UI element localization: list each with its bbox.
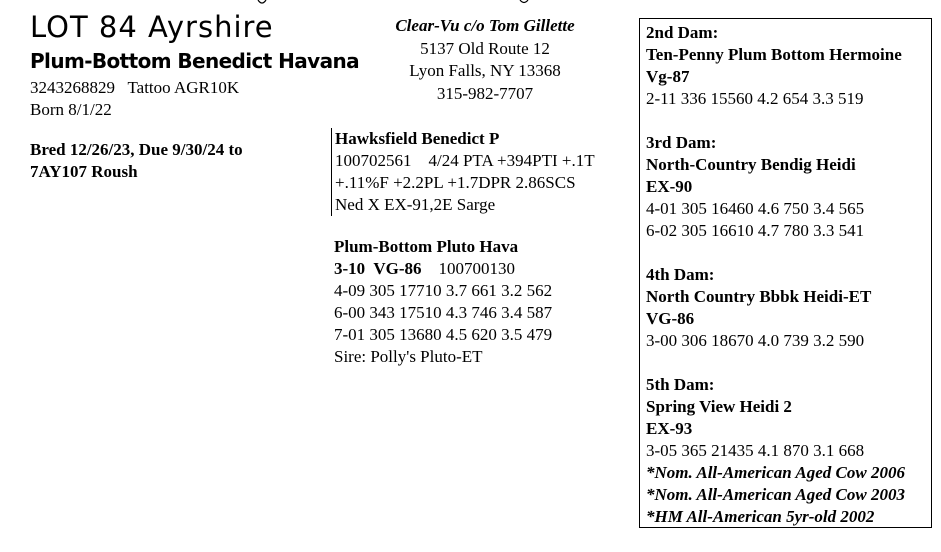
dam2-label: 2nd Dam: [646,23,719,42]
dam4-class: VG-86 [646,309,695,328]
consignor-address-1: 5137 Old Route 12 [420,38,550,58]
dam5-honor: *Nom. All-American Aged Cow 2003 [646,485,905,504]
sire-line-3: Ned X EX-91,2E Sarge [335,195,496,214]
dam-sire: Sire: Polly's Pluto-ET [334,347,483,366]
dam-record: 7-01 305 13680 4.5 620 3.5 479 [334,325,553,344]
dam3-name: North-Country Bendig Heidi [646,155,856,174]
dam2-record: 2-11 336 15560 4.2 654 3.3 519 [646,89,864,108]
dam5-class: EX-93 [646,419,693,438]
dam4-label: 4th Dam: [646,265,715,284]
cropped-text-fragment [0,0,941,8]
dam-record: 6-00 343 17510 4.3 746 3.4 587 [334,303,553,322]
sire-line-2: +.11%F +2.2PL +1.7DPR 2.86SCS [335,173,576,192]
dam4-name: North Country Bbbk Heidi-ET [646,287,872,306]
birth-date: Born 8/1/22 [30,100,112,119]
animal-name: Plum-Bottom Benedict Havana [30,49,360,73]
dam-registration: 100700130 [438,259,516,278]
breeding-info [30,139,243,183]
consignor-name: Clear-Vu c/o Tom Gillette [395,16,575,35]
dam3-class: EX-90 [646,177,693,196]
dam3-label: 3rd Dam: [646,133,717,152]
dam5-name: Spring View Heidi 2 [646,397,792,416]
pedigree-box [639,18,932,528]
dam-block [334,236,552,368]
consignor-block [340,15,630,105]
sire-block [331,128,595,216]
sire-line-1: 100702561 4/24 PTA +394PTI +.1T [335,151,595,170]
bred-line-2: 7AY107 Roush [30,162,138,181]
consignor-phone: 315-982-7707 [436,83,534,103]
dam3-record: 6-02 305 16610 4.7 780 3.3 541 [646,221,865,240]
animal-info [30,77,239,121]
dam2-class: Vg-87 [646,67,690,86]
consignor-address-2: Lyon Falls, NY 13368 [409,61,561,80]
dam5-label: 5th Dam: [646,375,715,394]
dam-record: 4-09 305 17710 3.7 661 3.2 562 [334,281,553,300]
dam2-name: Ten-Penny Plum Bottom Hermoine [646,45,902,64]
dam5-record: 3-05 365 21435 4.1 870 3.1 668 [646,441,865,460]
dam-name: Plum-Bottom Pluto Hava [334,237,519,256]
tattoo: Tattoo AGR10K [127,78,240,97]
dam3-record: 4-01 305 16460 4.6 750 3.4 565 [646,199,865,218]
dam5-honor: *Nom. All-American Aged Cow 2006 [646,463,905,482]
dam5-honor: *HM All-American 5yr-old 2002 [646,507,875,526]
dam4-record: 3-00 306 18670 4.0 739 3.2 590 [646,331,865,350]
dam-classification: 3-10 VG-86 [334,259,422,278]
registration-number: 3243268829 [30,78,115,97]
bred-line-1: Bred 12/26/23, Due 9/30/24 to [30,140,243,159]
sire-name: Hawksfield Benedict P [335,129,500,148]
lot-title: LOT 84 Ayrshire [30,10,274,44]
